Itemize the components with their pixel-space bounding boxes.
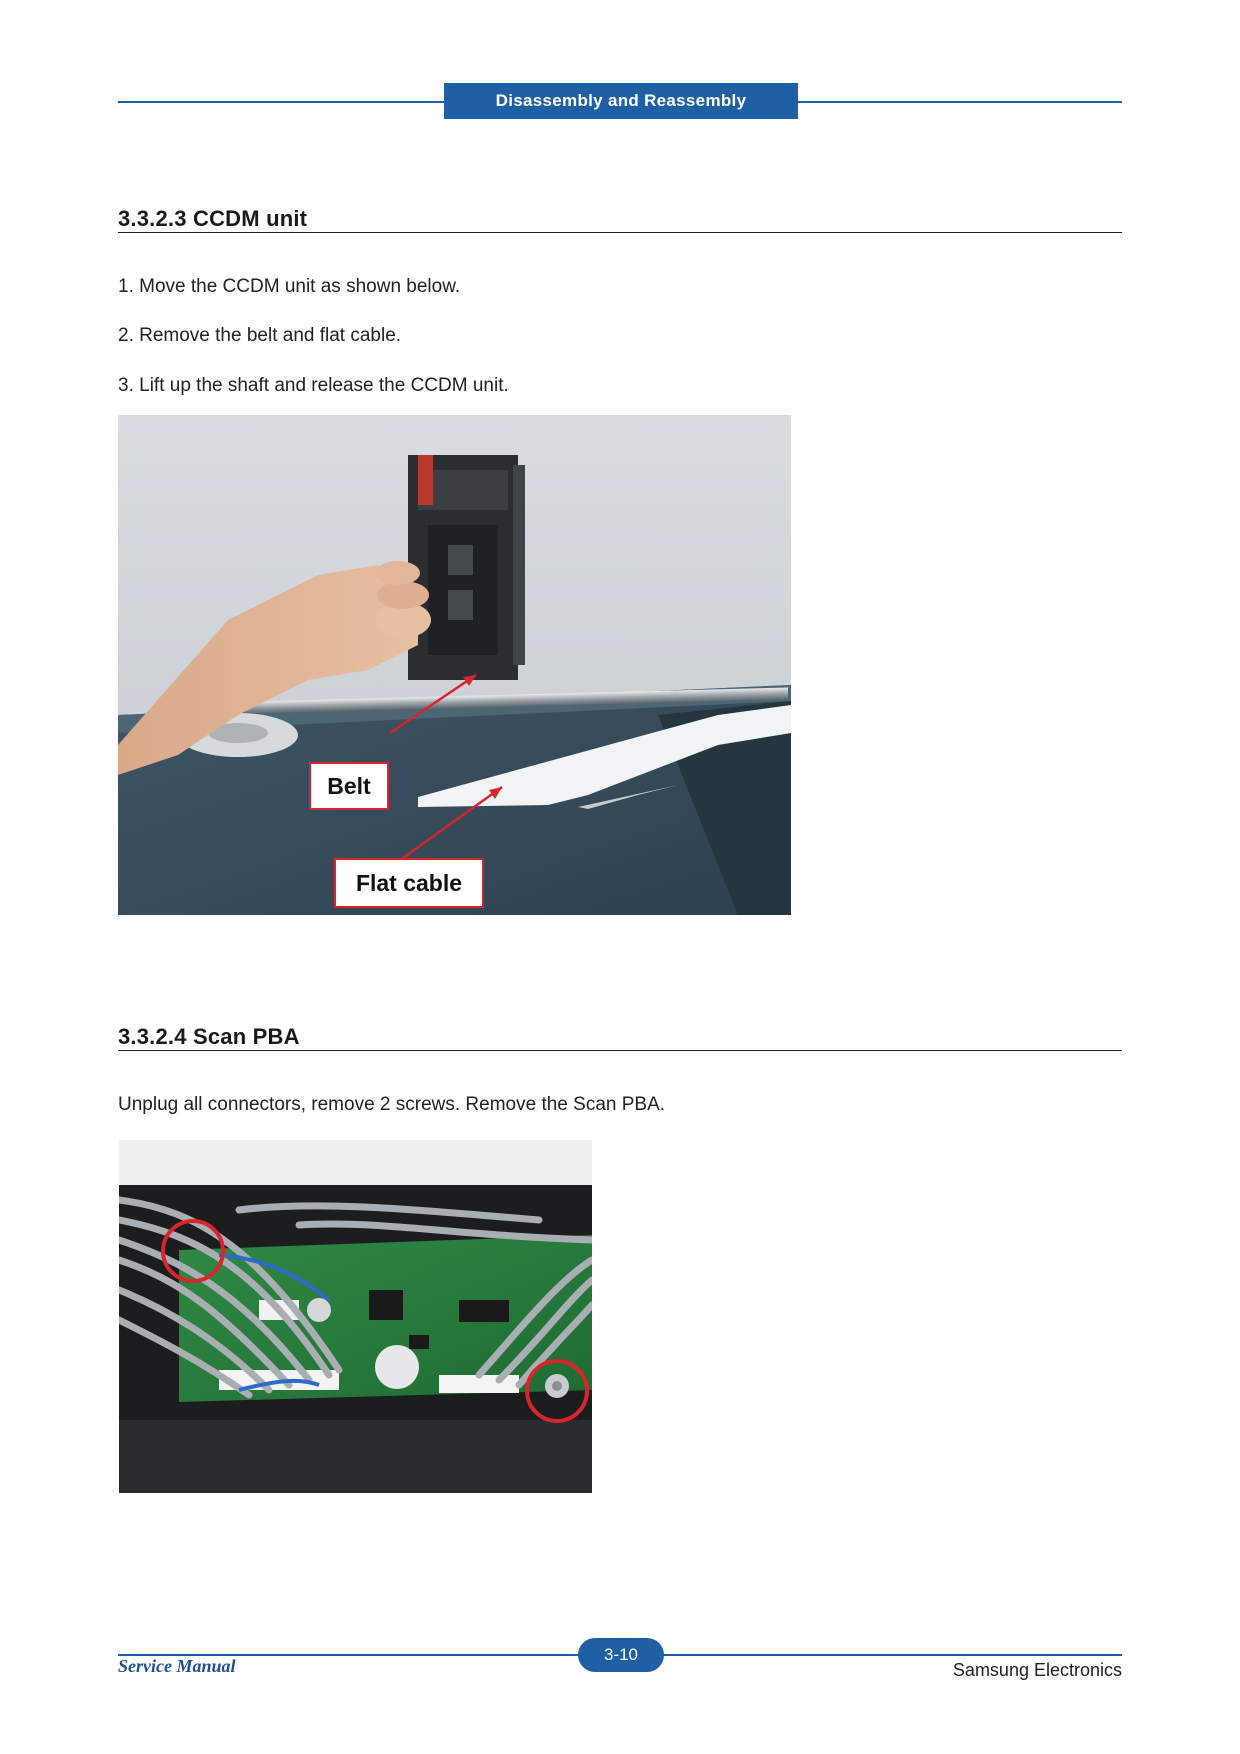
footer-rule-right <box>662 1654 1122 1656</box>
scan-pba-instruction: Unplug all connectors, remove 2 screws. Remove the Scan PBA. <box>118 1094 666 1115</box>
header-rule-right <box>796 101 1122 103</box>
step-3: 3. Lift up the shaft and release the CCDM unit. <box>118 375 509 396</box>
callout-belt: Belt <box>309 762 389 810</box>
page-number: 3-10 <box>578 1638 664 1672</box>
header-chapter-tab: Disassembly and Reassembly <box>444 83 798 119</box>
footer-service-manual: Service Manual <box>118 1656 236 1676</box>
section-title-scan-pba: 3.3.2.4 Scan PBA <box>118 1024 1122 1051</box>
scan-pba-photo <box>119 1140 592 1493</box>
footer-company: Samsung Electronics <box>952 1660 1122 1680</box>
header-rule-left <box>118 101 448 103</box>
step-1: 1. Move the CCDM unit as shown below. <box>118 276 461 297</box>
step-2: 2. Remove the belt and flat cable. <box>118 325 402 346</box>
callout-flat-cable: Flat cable <box>334 858 484 908</box>
section-title-ccdm: 3.3.2.3 CCDM unit <box>118 206 1122 233</box>
callout-arrows <box>118 415 791 915</box>
